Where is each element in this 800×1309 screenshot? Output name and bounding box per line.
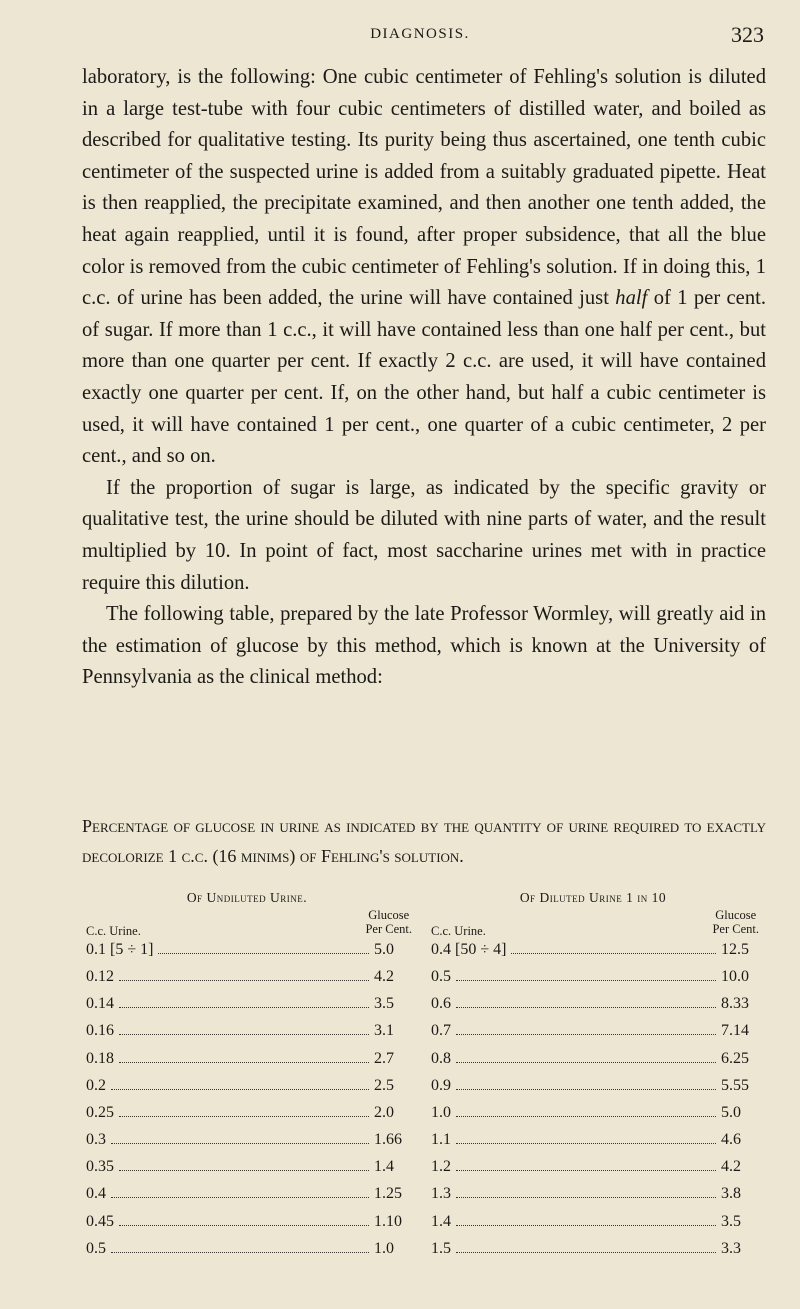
cell-urine-cc: 0.7 [431,1022,451,1040]
table-row [82,1022,412,1049]
running-title: DIAGNOSIS. [370,26,470,42]
table-row [427,1103,759,1130]
table-row [427,1158,759,1185]
diluted-table-header [427,908,759,940]
cell-glucose-percent: 3.1 [374,1022,394,1040]
cell-glucose-percent: 1.66 [374,1131,402,1149]
cell-glucose-percent: 6.25 [721,1049,749,1067]
cell-urine-cc: 0.5 [86,1239,106,1257]
table-row [82,1158,412,1185]
cell-urine-cc: 0.18 [86,1049,114,1067]
table-row [427,967,759,994]
cell-glucose-percent: 4.6 [721,1131,741,1149]
diluted-table-rows [427,940,759,1266]
dot-leader [456,1022,716,1036]
table-row [427,1022,759,1049]
undiluted-col-cc: C.c. Urine. [86,924,141,938]
dot-leader [111,1076,369,1090]
dot-leader [456,994,716,1008]
dot-leader [511,940,716,954]
cell-urine-cc: 0.12 [86,967,114,985]
cell-urine-cc: 1.4 [431,1212,451,1230]
dot-leader [158,940,369,954]
cell-urine-cc: 1.0 [431,1103,451,1121]
cell-urine-cc: 0.3 [86,1131,106,1149]
cell-glucose-percent: 1.4 [374,1158,394,1176]
dot-leader [111,1130,369,1144]
cell-urine-cc: 0.16 [86,1022,114,1040]
undiluted-col-glucose-line1: Glucose [368,908,410,922]
page-number: 323 [731,22,764,47]
table-row [82,1049,412,1076]
cell-glucose-percent: 3.5 [721,1212,741,1230]
cell-glucose-percent: 1.25 [374,1185,402,1203]
diluted-col-glucose-line2: Per Cent. [712,922,759,936]
table-row [427,1212,759,1239]
table-row [82,967,412,994]
cell-urine-cc: 0.25 [86,1103,114,1121]
table-row [427,940,759,967]
dot-leader [456,1103,716,1117]
cell-glucose-percent: 8.33 [721,995,749,1013]
dot-leader [119,994,369,1008]
table-row [82,994,412,1021]
table-row [82,1076,412,1103]
undiluted-table-rows [82,940,412,1266]
diluted-col-glucose-line1: Glucose [715,908,757,922]
diluted-table-title: Of Diluted Urine 1 in 10 [519,890,667,905]
table-row [82,1185,412,1212]
diluted-col-cc: C.c. Urine. [431,924,486,938]
table-caption-text: Percentage of glucose in urine as indicated by the quantity of urine required to exactly decolorize 1 c.c. (16 minims) of Fehling's solution. [82,816,766,866]
cell-urine-cc: 0.4 [50 ÷ 4] [431,940,507,958]
cell-urine-cc: 0.6 [431,995,451,1013]
cell-urine-cc: 0.45 [86,1212,114,1230]
cell-glucose-percent: 3.3 [721,1239,741,1257]
cell-glucose-percent: 3.8 [721,1185,741,1203]
cell-glucose-percent: 4.2 [721,1158,741,1176]
table-row [82,1239,412,1266]
dot-leader [456,1158,716,1172]
diluted-table [427,890,759,1266]
cell-glucose-percent: 3.5 [374,995,394,1013]
undiluted-table [82,890,412,1266]
glucose-tables [82,890,766,1270]
table-row [427,1049,759,1076]
cell-urine-cc: 0.5 [431,967,451,985]
cell-urine-cc: 0.9 [431,1076,451,1094]
paragraph-3: The following table, prepared by the late Professor Wormley, will greatly aid in the estimation of glucose by this method, which is known at the University of Pennsylvania as the clinical method: [82,603,766,689]
paragraph-1-end: of 1 per cent. of sugar. If more than 1 c.c., it will have contained less than one half per cent., but more than one quarter per cent. If exactly 2 c.c. are used, it will have contained exactly one quarter per cent. If, on the other hand, but half a cubic centimeter is used, it will have contained 1 per cent., one quarter of a cubic centimeter, 2 per cent., and so on. [82,287,766,468]
cell-urine-cc: 1.1 [431,1131,451,1149]
table-row [82,1212,412,1239]
cell-glucose-percent: 1.0 [374,1239,394,1257]
dot-leader [119,1212,369,1226]
dot-leader [119,1158,369,1172]
cell-glucose-percent: 4.2 [374,967,394,985]
cell-urine-cc: 1.5 [431,1239,451,1257]
table-row [427,1076,759,1103]
dot-leader [111,1239,369,1253]
cell-glucose-percent: 1.10 [374,1212,402,1230]
table-row [82,1103,412,1130]
cell-urine-cc: 0.8 [431,1049,451,1067]
undiluted-col-glucose [365,908,412,936]
dot-leader [456,1076,716,1090]
dot-leader [119,967,369,981]
dot-leader [456,1212,716,1226]
cell-glucose-percent: 7.14 [721,1022,749,1040]
cell-glucose-percent: 5.0 [374,940,394,958]
paragraph-2: If the proportion of sugar is large, as indicated by the specific gravity or qualitative test, the urine should be diluted with nine parts of water, and the result multiplied by 10. In point of fact, most saccharine urines met with in practice require this dilution. [82,476,766,594]
cell-urine-cc: 0.14 [86,995,114,1013]
cell-glucose-percent: 2.7 [374,1049,394,1067]
cell-urine-cc: 1.2 [431,1158,451,1176]
cell-glucose-percent: 12.5 [721,940,749,958]
cell-glucose-percent: 2.0 [374,1103,394,1121]
body-text [82,62,766,694]
cell-urine-cc: 0.4 [86,1185,106,1203]
table-row [427,994,759,1021]
cell-glucose-percent: 5.55 [721,1076,749,1094]
cell-glucose-percent: 5.0 [721,1103,741,1121]
running-head [70,22,770,52]
cell-glucose-percent: 2.5 [374,1076,394,1094]
undiluted-table-title: Of Undiluted Urine. [186,890,308,905]
paragraph-1-emphasis: half [615,287,648,310]
paragraph-1-text: laboratory, is the following: One cubic centimeter of Fehling's solution is diluted in a large test-tube with four cubic centimeters of distilled water, and boiled as described for qualitative testing. Its purity being thus ascertained, one tenth cubic centimeter of the suspected urine is added from a suitably graduated pipette. Heat is then reapplied, the precipitate examined, and then another one tenth added, the heat again reapplied, until it is found, after proper subsidence, that all the blue color is removed from the cubic centimeter of Fehling's solution. If in doing this, 1 c.c. of urine has been added, the urine will have contained just [82,66,766,310]
undiluted-col-glucose-line2: Per Cent. [365,922,412,936]
dot-leader [111,1185,369,1199]
table-row [82,1130,412,1157]
dot-leader [119,1049,369,1063]
dot-leader [119,1022,369,1036]
dot-leader [456,1239,716,1253]
cell-urine-cc: 0.1 [5 ÷ 1] [86,940,154,958]
dot-leader [456,1185,716,1199]
undiluted-table-header [82,908,412,940]
table-row [82,940,412,967]
table-row [427,1185,759,1212]
diluted-col-glucose [712,908,759,936]
paragraph-1 [82,62,766,473]
table-row [427,1239,759,1266]
cell-urine-cc: 1.3 [431,1185,451,1203]
table-row [427,1130,759,1157]
cell-glucose-percent: 10.0 [721,967,749,985]
dot-leader [456,1130,716,1144]
dot-leader [119,1103,369,1117]
table-caption [82,812,766,872]
dot-leader [456,967,716,981]
cell-urine-cc: 0.2 [86,1076,106,1094]
cell-urine-cc: 0.35 [86,1158,114,1176]
dot-leader [456,1049,716,1063]
